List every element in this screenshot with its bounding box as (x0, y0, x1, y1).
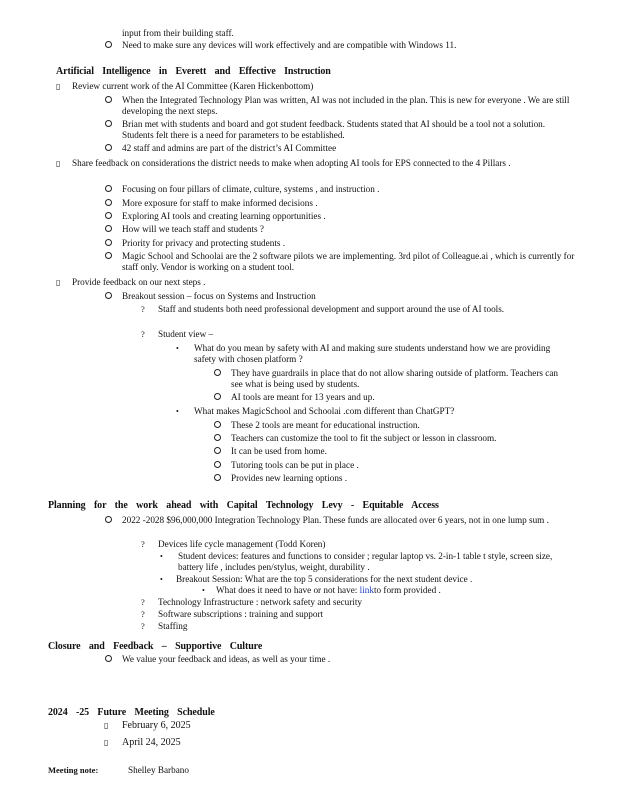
dot-bullet-icon: • (176, 344, 179, 353)
list-item: Priority for privacy and protecting students . (122, 238, 286, 248)
circle-bullet-icon (214, 446, 221, 457)
list-item: More exposure for staff to make informed decisions . (122, 198, 318, 208)
meeting-date: April 24, 2025 (122, 737, 181, 748)
list-item: When the Integrated Technology Plan was written, AI was not included in the plan. This is new for everyone . We are still developing the next steps. (122, 95, 570, 116)
circle-bullet-icon (105, 515, 112, 526)
list-item: What makes MagicSchool and Schoolai .com different than ChatGPT? (194, 406, 455, 416)
circle-bullet-icon (105, 211, 112, 222)
question-bullet-icon: ? (141, 304, 145, 314)
question-bullet-icon: ? (141, 621, 145, 631)
list-item: How will we teach staff and students ? (122, 224, 264, 234)
list-item: Staff and students both need professional development and support around the use of AI tools. (158, 304, 505, 314)
continued-text: input from their building staff. (122, 28, 234, 38)
circle-bullet-icon (105, 198, 112, 209)
list-item: What do you mean by safety with AI and making sure students understand how we are providing safety with chosen platform ? (194, 343, 551, 364)
list-item: Need to make sure any devices will work effectively and are compatible with Windows 11. (122, 40, 457, 50)
circle-bullet-icon (105, 238, 112, 249)
list-item: Student view – (158, 329, 214, 339)
form-link[interactable]: link (359, 585, 374, 595)
square-bullet-icon: ▯ (56, 159, 61, 168)
list-item: Focusing on four pillars of climate, culture, systems , and instruction . (122, 184, 380, 194)
question-bullet-icon: ? (141, 329, 145, 339)
square-bullet-icon: ▯ (56, 278, 61, 287)
section-heading-ai: Artificial Intelligence in Everett and Effective Instruction (56, 66, 331, 77)
circle-bullet-icon (214, 420, 221, 431)
list-item: 2022 -2028 $96,000,000 Integration Technology Plan. These funds are allocated over 6 years, not in one lump sum . (122, 515, 549, 525)
dot-bullet-icon: • (176, 407, 179, 416)
dot-bullet-icon: • (160, 575, 163, 584)
circle-bullet-icon (214, 460, 221, 471)
circle-bullet-icon (105, 184, 112, 195)
list-item: Technology Infrastructure : network safety and security (158, 597, 362, 607)
list-item: Devices life cycle management (Todd Koren) (158, 539, 326, 549)
square-bullet-icon: ▯ (104, 721, 109, 730)
list-item: Provides new learning options . (231, 473, 348, 483)
need-text: What does it need to have or not have: (216, 585, 358, 595)
list-item: AI tools are meant for 13 years and up. (231, 392, 375, 402)
list-item: Tutoring tools can be put in place . (231, 460, 359, 470)
circle-bullet-icon (214, 392, 221, 403)
circle-bullet-icon (214, 368, 221, 379)
question-bullet-icon: ? (141, 539, 145, 549)
list-item: Student devices: features and functions to consider ; regular laptop vs. 2-in-1 table t style, screen size, battery life , includes pen/stylus, weight, durability . (178, 551, 553, 572)
list-item: These 2 tools are meant for educational instruction. (231, 420, 420, 430)
list-item: Review current work of the AI Committee (Karen Hickenbottom) (72, 81, 314, 91)
question-bullet-icon: ? (141, 597, 145, 607)
list-item: Magic School and Schoolai are the 2 software pilots we are implementing. 3rd pilot of Colleague.ai , which is currently for staff only. Vendor is working on a student tool. (122, 251, 575, 272)
circle-bullet-icon (105, 251, 112, 262)
section-heading-schedule: 2024 -25 Future Meeting Schedule (48, 707, 215, 718)
circle-bullet-icon (105, 654, 112, 665)
list-item: Provide feedback on our next steps . (72, 277, 206, 287)
list-item: Breakout Session: What are the top 5 considerations for the next student device . (176, 574, 473, 584)
list-item: Exploring AI tools and creating learning opportunities . (122, 211, 326, 221)
dot-bullet-icon: • (202, 586, 205, 595)
list-item: Share feedback on considerations the district needs to make when adopting AI tools for EPS connected to the 4 Pillars . (72, 158, 511, 168)
list-item: Teachers can customize the tool to fit the subject or lesson in classroom. (231, 433, 497, 443)
list-item: 42 staff and admins are part of the district’s AI Committee (122, 143, 337, 153)
list-item: Staffing (158, 621, 188, 631)
meeting-note-name: Shelley Barbano (128, 765, 189, 775)
circle-bullet-icon (214, 433, 221, 444)
circle-bullet-icon (105, 95, 112, 106)
circle-bullet-icon (105, 291, 112, 302)
circle-bullet-icon (214, 473, 221, 484)
list-item: It can be used from home. (231, 446, 327, 456)
list-item: Software subscriptions : training and support (158, 609, 324, 619)
section-heading-planning: Planning for the work ahead with Capital Technology Levy - Equitable Access (48, 500, 439, 511)
list-item (216, 585, 441, 596)
square-bullet-icon: ▯ (56, 82, 61, 91)
circle-bullet-icon (105, 40, 112, 51)
list-item: We value your feedback and ideas, as well as your time . (122, 654, 331, 664)
meeting-note-label: Meeting note: (48, 765, 99, 775)
square-bullet-icon: ▯ (104, 738, 109, 747)
need-suffix: to form provided . (373, 585, 441, 595)
list-item: They have guardrails in place that do not allow sharing outside of platform. Teachers can see what is being used by students. (231, 368, 559, 389)
meeting-date: February 6, 2025 (122, 720, 191, 731)
list-item: Breakout session – focus on Systems and Instruction (122, 291, 316, 301)
circle-bullet-icon (105, 119, 112, 130)
list-item: Brian met with students and board and got student feedback. Students stated that AI should be a tool not a solution. Students felt there is a need for parameters to be established. (122, 119, 546, 140)
section-heading-closure: Closure and Feedback – Supportive Culture (48, 641, 263, 652)
dot-bullet-icon: • (160, 552, 163, 561)
circle-bullet-icon (105, 143, 112, 154)
circle-bullet-icon (105, 224, 112, 235)
question-bullet-icon: ? (141, 609, 145, 619)
